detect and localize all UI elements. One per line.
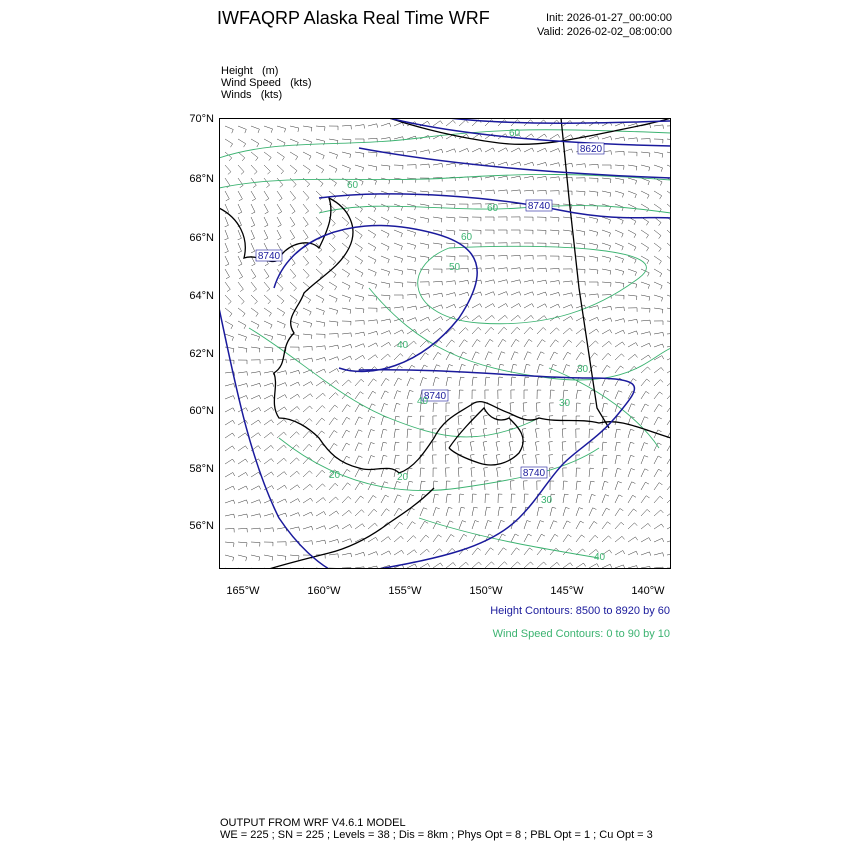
wind-speed-contour-label: 30 [559, 398, 571, 409]
lat-tick-70n: 70°N [189, 113, 214, 125]
wind-speed-contour-label: 40 [594, 552, 606, 563]
lon-tick-165w: 165°W [226, 585, 260, 597]
wind-speed-contour-label: 60 [347, 180, 359, 191]
lat-tick-68n: 68°N [189, 173, 214, 185]
wind-speed-contour-label: 40 [417, 396, 429, 407]
wind-speed-contour-label: 30 [577, 364, 589, 375]
svg-text:8740: 8740 [423, 391, 447, 402]
init-time: Init: 2026-01-27_00:00:00 [546, 12, 672, 24]
svg-text:8620: 8620 [579, 144, 603, 155]
svg-text:8740: 8740 [527, 201, 551, 212]
lat-tick-66n: 66°N [189, 232, 214, 244]
svg-text:8740: 8740 [522, 468, 546, 479]
wind-speed-contour-label: 50 [449, 262, 461, 273]
wind-speed-contour-label: 60 [509, 128, 521, 139]
wind-speed-contours-note: Wind Speed Contours: 0 to 90 by 10 [492, 628, 670, 640]
lat-tick-60n: 60°N [189, 405, 214, 417]
lon-tick-150w: 150°W [469, 585, 503, 597]
wind-speed-contour-label: 60 [487, 203, 499, 214]
model-info-line: OUTPUT FROM WRF V4.6.1 MODEL [220, 817, 406, 829]
wind-speed-contour-label: 40 [397, 340, 409, 351]
lon-tick-145w: 145°W [550, 585, 584, 597]
lon-tick-140w: 140°W [631, 585, 665, 597]
field-height-label: Height (m) [221, 65, 279, 77]
lon-tick-160w: 160°W [307, 585, 341, 597]
wind-speed-contour-label: 60 [461, 232, 473, 243]
field-winds-label: Winds (kts) [221, 89, 283, 101]
lat-tick-64n: 64°N [189, 290, 214, 302]
wind-speed-contour-label: 20 [397, 472, 409, 483]
field-wind-speed-label: Wind Speed (kts) [221, 77, 312, 89]
lon-tick-155w: 155°W [388, 585, 422, 597]
wind-speed-contour-label: 20 [329, 470, 341, 481]
valid-time: Valid: 2026-02-02_08:00:00 [537, 26, 672, 38]
lat-tick-56n: 56°N [189, 520, 214, 532]
wind-speed-contour-label: 30 [541, 495, 553, 506]
lat-tick-58n: 58°N [189, 463, 214, 475]
lat-tick-62n: 62°N [189, 348, 214, 360]
model-config-line: WE = 225 ; SN = 225 ; Levels = 38 ; Dis = 8km ; Phys Opt = 8 ; PBL Opt = 1 ; Cu Opt = 3 [220, 829, 653, 841]
height-contours-note: Height Contours: 8500 to 8920 by 60 [490, 605, 670, 617]
plot-title: IWFAQRP Alaska Real Time WRF [217, 8, 490, 28]
map-frame [219, 118, 671, 569]
svg-text:8740: 8740 [257, 251, 281, 262]
